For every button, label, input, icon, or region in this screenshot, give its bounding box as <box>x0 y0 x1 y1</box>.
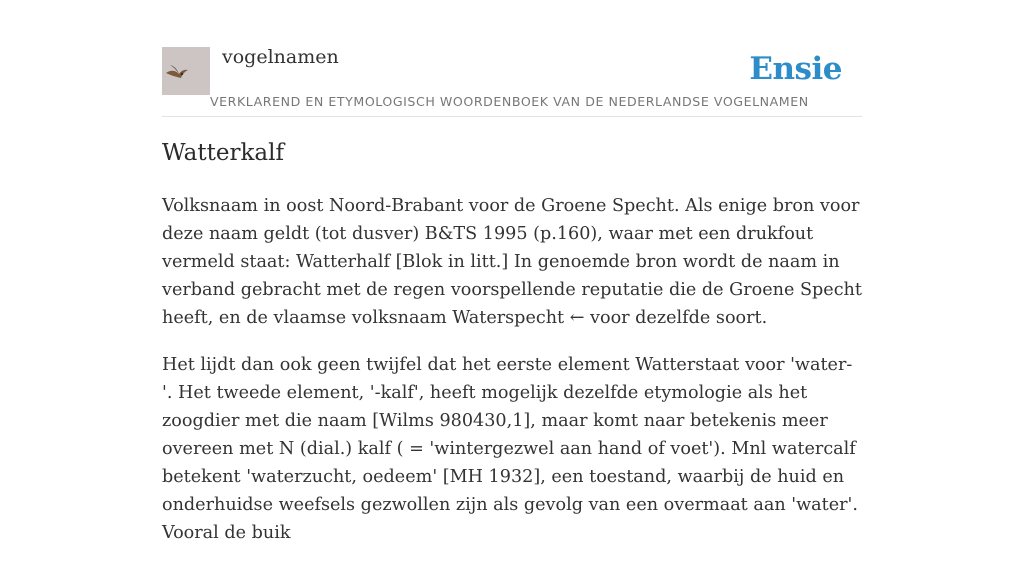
site-avatar[interactable] <box>162 47 210 95</box>
page-container <box>162 0 862 543</box>
site-header <box>162 0 862 117</box>
site-name-link[interactable]: vogelnamen <box>222 46 339 68</box>
article-paragraph: Volksnaam in oost Noord-Brabant voor de Groene Specht. Als enige bron voor deze naam geldt (tot dusver) B&TS 1995 (p.160), waar met een drukfout vermeld staat: Watterhalf [Blok in litt.] In genoemde bron wordt de naam in verband gebracht met de regen voorspellende reputatie die de Groene Specht heeft, en de vlaamse volksnaam Waterspecht ← voor dezelfde soort. <box>162 196 862 328</box>
article-paragraph: Het lijdt dan ook geen twijfel dat het eerste element Watterstaat voor 'water-'. Het tweede element, '-kalf', heeft mogelijk dezelfde etymologie als het zoogdier met die naam [Wilms 980430,1], maar komt naar betekenis meer overeen met N (dial.) kalf ( = 'wintergezwel aan hand of voet'). Mnl watercalf betekent 'waterzucht, oedeem' [MH 1932], een toestand, waarbij de huid en onderhuidse weefsels gezwollen zijn als gevolg van een overmaat aan 'water'. Vooral de buik <box>162 355 858 543</box>
page-title: Watterkalf <box>162 140 284 166</box>
article-body <box>162 192 862 566</box>
site-tagline: VERKLAREND EN ETYMOLOGISCH WOORDENBOEK VAN DE NEDERLANDSE VOGELNAMEN <box>210 94 809 109</box>
bird-icon <box>162 47 210 95</box>
brand-logo[interactable]: Ensie <box>749 51 842 87</box>
